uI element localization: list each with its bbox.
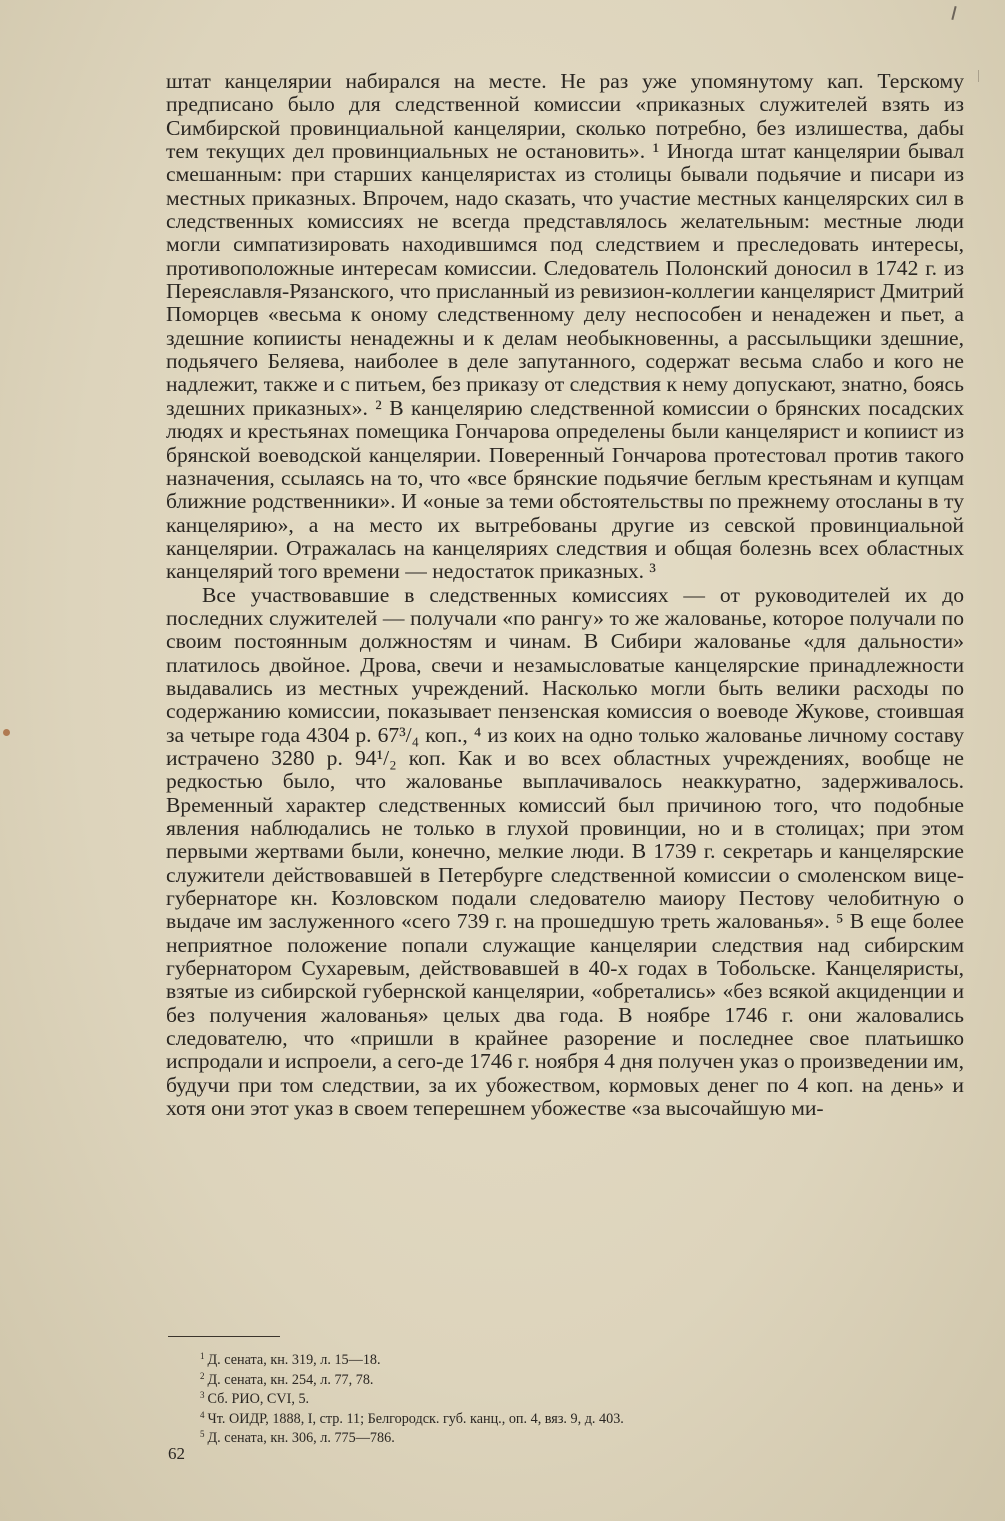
footnote-text: Чт. ОИДР, 1888, I, стр. 11; Белгородск. губ. канц., оп. 4, вяз. 9, д. 403. (207, 1410, 624, 1427)
paragraph-1: штат канцелярии набирался на месте. Не раз уже упомянутому кап. Терскому предписано было для следственной комиссии «приказных служителей взять из Симбирской провинциальной канцелярии, сколько потребно, без излишества, дабы тем текущих дел провинциальных не остановить». ¹ Иногда штат канцелярии бывал смешанным: при старших канцеляристах из столицы бывали подьячие и писари из местных приказных. Впрочем, надо сказать, что участие местных канцелярских сил в следственных комиссиях не всегда представлялось желательным: местные люди могли симпатизировать находившимся под следствием и преследовать интересы, противоположные интересам комиссии. Следователь Полонский доносил в 1742 г. из Переяславля-Рязанского, что присланный из ревизион-коллегии канцелярист Дмитрий Поморцев «весьма к оному следственному делу неспособен и ненадежен и пьет, а здешние копиисты ненадежны и к делам необыкновенны, а рассыльщики здешние, подьячего Беляева, наиболее в деле запутанного, содержат весьма слабо и кого не надлежит, также и с питьем, без приказу от следствия к нему допускают, знатно, боясь здешних приказных». ² В канцелярию следственной комиссии о брянских посадских людях и крестьянах помещика Гончарова определены были канцелярист и копиист из брянской воеводской канцелярии. Поверенный Гончарова протестовал против такого назначения, ссылаясь на то, что «все брянские подьячие беглым крестьянам и купцам ближние родственники». И «оные за теми обстоятельствы по прежнему отосланы в ту канцелярию», а на место их вытребованы другие из севской провинциальной канцелярии. Отражалась на канцеляриях следствия и общая болезнь всех областных канцелярий того времени — недостаток приказных. ³ (166, 69, 964, 584)
body-text (166, 70, 964, 1120)
footnote-text: Сб. РИО, CVI, 5. (207, 1391, 310, 1408)
paragraph-2: Все участвовавшие в следственных комиссиях — от руководителей их до последних служителей — получали «по рангу» то же жалованье, которое получали по своим постоянным должностям и чинам. В Сибири жалованье «для дальности» платилось двойное. Дрова, свечи и незамысловатые канцелярские принадлежности выдавались из местных учреждений. Насколько могли быть велики расходы по содержанию комиссии, показывает пензенская комиссия о воеводе Жукове, стоившая за четыре года 4304 р. 67³/₄ коп., ⁴ из коих на одно только жалованье личному составу истрачено 3280 р. 94¹/₂ коп. Как и во всех областных учреждениях, вообще не редкостью было, что жалованье выплачивалось неаккуратно, задерживалось. Временный характер следственных комиссий был причиною того, что подобные явления наблюдались не только в глухой провинции, но и в столицах; при этом первыми жертвами были, конечно, мелкие люди. В 1739 г. секретарь и канцелярские служители действовавшей в Петербурге следственной комиссии о смоленском вице-губернаторе кн. Козловском подали следователю маиору Пестову челобитную о выдаче им заслуженного «сего 739 г. на прошедшую треть жалованья». ⁵ В еще более неприятное положение попали служащие канцелярии следствия над сибирским губернатором Сухаревым, действовавшей в 40-х годах в Тобольске. Канцеляристы, взятые из сибирской губернской канцелярии, «обретались» «без всякой акциденции и без получения жалованья» целых два года. В ноябре 1746 г. они жаловались следователю, что «пришли в крайнее разорение и последнее свое платьишко испродали и испроели, а сего-де 1746 г. ноября 4 дня получен указ о произведении им, будучи при том следствии, за их убожеством, кормовых денег по 4 коп. на день» и хотя они этот указ в своем теперешнем убожестве «за высочайшую ми- (166, 582, 964, 1121)
page-number: 62 (168, 1444, 185, 1463)
footnote-text: Д. сената, кн. 319, л. 15—18. (207, 1352, 381, 1368)
footnote-mark: 1 (200, 1351, 205, 1361)
footnote (200, 1408, 960, 1428)
footnote-mark: 3 (200, 1390, 205, 1401)
footnote-mark: 4 (200, 1409, 205, 1420)
footnote (200, 1427, 960, 1447)
footnote-rule (168, 1336, 280, 1337)
footnote-text: Д. сената, кн. 306, л. 775—786. (207, 1430, 395, 1447)
hairline-mark (978, 70, 979, 82)
footnote-mark: 5 (200, 1429, 205, 1440)
footnotes (200, 1349, 960, 1447)
footnote-mark: 2 (200, 1370, 205, 1381)
footnote (200, 1369, 960, 1389)
pencil-mark (951, 6, 956, 20)
footnote (200, 1349, 960, 1369)
footnote-text: Д. сената, кн. 254, л. 77, 78. (207, 1371, 374, 1388)
footnote (200, 1388, 960, 1408)
ink-spot (3, 729, 10, 736)
